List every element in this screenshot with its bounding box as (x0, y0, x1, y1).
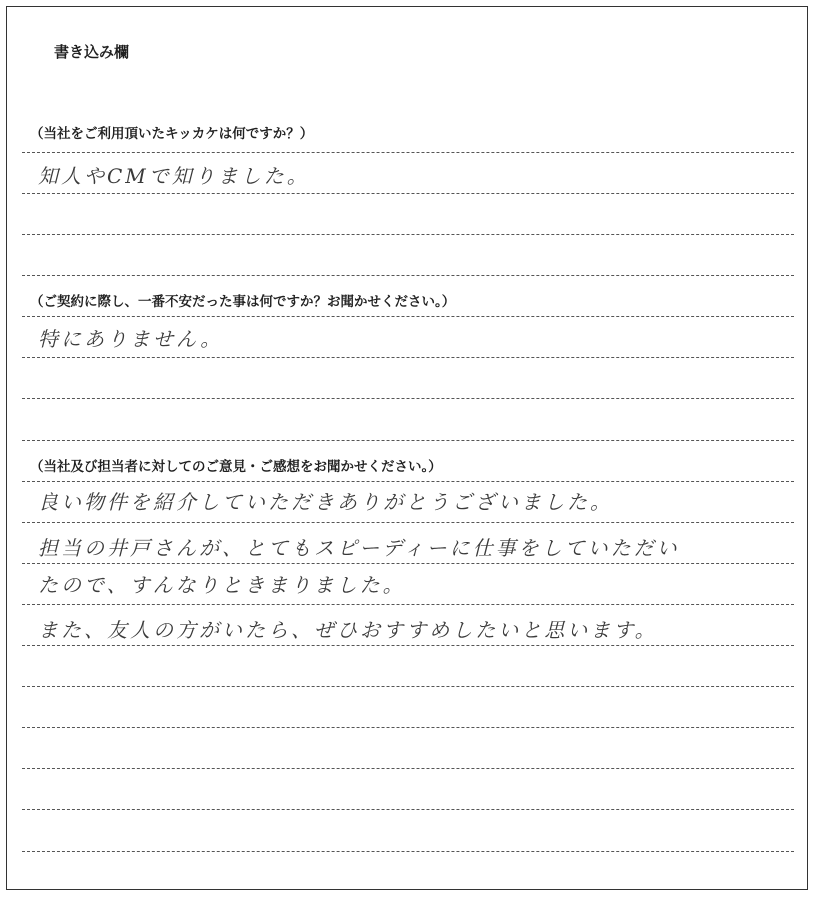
question-1: （当社をご利用頂いたキッカケは何ですか？） (30, 126, 314, 142)
ruled-line (22, 604, 794, 605)
answer-1-line-1: 知人やCMで知りました。 (38, 164, 310, 188)
answer-2-line-1: 特にありません。 (38, 327, 224, 351)
answer-3-line-1: 良い物件を紹介していただきありがとうございました。 (38, 490, 613, 514)
ruled-line (22, 522, 794, 523)
ruled-line (22, 563, 794, 564)
ruled-line (22, 316, 794, 317)
ruled-line (22, 440, 794, 441)
ruled-line (22, 275, 794, 276)
ruled-line (22, 481, 794, 482)
answer-3-line-2: 担当の井戸さんが、とてもスピーディーに仕事をしていただい (38, 536, 680, 560)
ruled-line (22, 645, 794, 646)
ruled-line (22, 152, 794, 153)
ruled-line (22, 768, 794, 769)
ruled-line (22, 398, 794, 399)
ruled-line (22, 727, 794, 728)
form-title: 書き込み欄 (54, 43, 130, 61)
question-3: （当社及び担当者に対してのご意見・ご感想をお聞かせください。） (30, 459, 442, 475)
ruled-line (22, 193, 794, 194)
answer-3-line-4: また、友人の方がいたら、ぜひおすすめしたいと思います。 (38, 618, 658, 642)
answer-3-line-3: たので、すんなりときまりました。 (38, 573, 406, 597)
ruled-line (22, 809, 794, 810)
question-2: （ご契約に際し、一番不安だった事は何ですか？お聞かせください。） (30, 294, 456, 310)
ruled-line (22, 851, 794, 852)
ruled-line (22, 234, 794, 235)
ruled-line (22, 357, 794, 358)
ruled-line (22, 686, 794, 687)
